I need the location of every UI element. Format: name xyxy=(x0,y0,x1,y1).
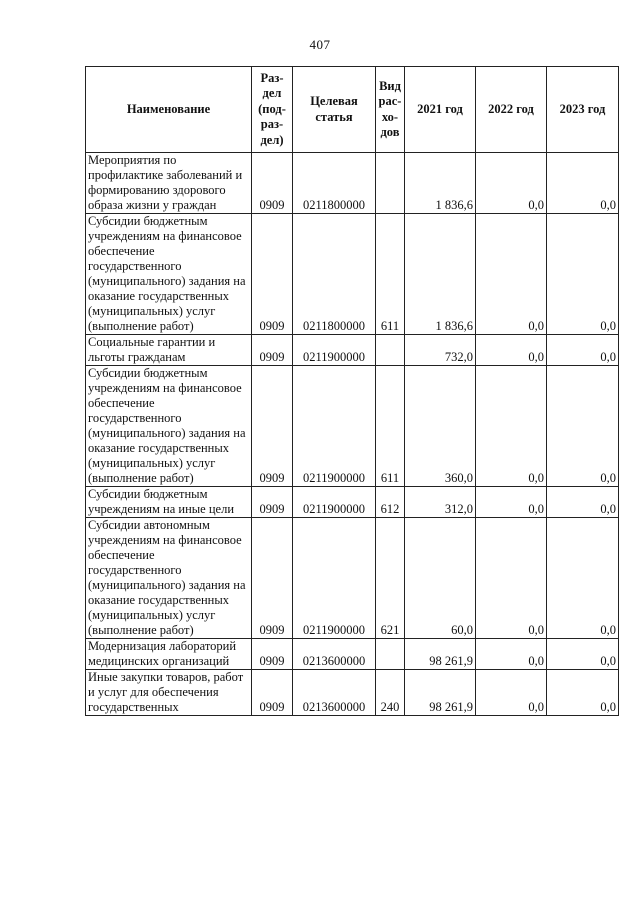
cell-name: Иные закупки товаров, работ и услуг для обеспечения государственных xyxy=(86,670,252,716)
cell-section: 0909 xyxy=(252,670,293,716)
cell-section: 0909 xyxy=(252,153,293,214)
cell-y2023: 0,0 xyxy=(547,335,619,366)
cell-y2022: 0,0 xyxy=(476,153,547,214)
table-row xyxy=(86,366,619,487)
cell-section: 0909 xyxy=(252,487,293,518)
cell-target: 0213600000 xyxy=(293,670,376,716)
cell-target: 0211900000 xyxy=(293,487,376,518)
cell-y2022: 0,0 xyxy=(476,366,547,487)
page-number: 407 xyxy=(309,37,331,52)
cell-name: Субсидии бюджетным учреждениям на финансовое обеспечение государственного (муниципального) задания на оказание государственных (муниципальных) услуг (выполнение работ) xyxy=(86,214,252,335)
cell-y2023: 0,0 xyxy=(547,639,619,670)
table-row xyxy=(86,518,619,639)
cell-y2021: 732,0 xyxy=(405,335,476,366)
cell-y2022: 0,0 xyxy=(476,214,547,335)
table-row xyxy=(86,335,619,366)
table-row xyxy=(86,214,619,335)
header-section: Раз- дел (под- раз- дел) xyxy=(252,67,293,153)
cell-y2023: 0,0 xyxy=(547,366,619,487)
cell-kind: 240 xyxy=(376,670,405,716)
cell-kind xyxy=(376,639,405,670)
header-kind: Вид рас- хо- дов xyxy=(376,67,405,153)
cell-y2021: 60,0 xyxy=(405,518,476,639)
cell-y2022: 0,0 xyxy=(476,639,547,670)
cell-kind xyxy=(376,153,405,214)
cell-section: 0909 xyxy=(252,214,293,335)
budget-table xyxy=(85,66,619,716)
cell-y2023: 0,0 xyxy=(547,487,619,518)
table-body xyxy=(86,153,619,716)
header-row xyxy=(86,67,619,153)
cell-y2022: 0,0 xyxy=(476,518,547,639)
cell-y2021: 312,0 xyxy=(405,487,476,518)
cell-kind: 611 xyxy=(376,366,405,487)
header-2022: 2022 год xyxy=(476,67,547,153)
table-row xyxy=(86,670,619,716)
header-2021: 2021 год xyxy=(405,67,476,153)
table-row xyxy=(86,153,619,214)
cell-y2022: 0,0 xyxy=(476,670,547,716)
cell-name: Субсидии автономным учреждениям на финансовое обеспечение государственного (муниципального) задания на оказание государственных (муниципальных) услуг (выполнение работ) xyxy=(86,518,252,639)
cell-section: 0909 xyxy=(252,335,293,366)
cell-target: 0211900000 xyxy=(293,366,376,487)
cell-name: Субсидии бюджетным учреждениям на иные цели xyxy=(86,487,252,518)
cell-kind xyxy=(376,335,405,366)
header-2023: 2023 год xyxy=(547,67,619,153)
cell-target: 0211900000 xyxy=(293,518,376,639)
header-name: Наименование xyxy=(86,67,252,153)
cell-y2021: 360,0 xyxy=(405,366,476,487)
cell-section: 0909 xyxy=(252,366,293,487)
cell-y2021: 98 261,9 xyxy=(405,670,476,716)
cell-y2021: 98 261,9 xyxy=(405,639,476,670)
cell-target: 0211800000 xyxy=(293,214,376,335)
cell-target: 0211900000 xyxy=(293,335,376,366)
cell-section: 0909 xyxy=(252,639,293,670)
header-target: Целевая статья xyxy=(293,67,376,153)
cell-name: Субсидии бюджетным учреждениям на финансовое обеспечение государственного (муниципального) задания на оказание государственных (муниципальных) услуг (выполнение работ) xyxy=(86,366,252,487)
cell-name: Мероприятия по профилактике заболеваний и формированию здорового образа жизни у граждан xyxy=(86,153,252,214)
cell-target: 0211800000 xyxy=(293,153,376,214)
cell-target: 0213600000 xyxy=(293,639,376,670)
cell-y2021: 1 836,6 xyxy=(405,214,476,335)
cell-y2023: 0,0 xyxy=(547,214,619,335)
cell-kind: 611 xyxy=(376,214,405,335)
cell-section: 0909 xyxy=(252,518,293,639)
cell-y2023: 0,0 xyxy=(547,153,619,214)
cell-y2021: 1 836,6 xyxy=(405,153,476,214)
cell-y2023: 0,0 xyxy=(547,670,619,716)
cell-kind: 612 xyxy=(376,487,405,518)
cell-y2023: 0,0 xyxy=(547,518,619,639)
table-row xyxy=(86,639,619,670)
cell-kind: 621 xyxy=(376,518,405,639)
cell-name: Социальные гарантии и льготы гражданам xyxy=(86,335,252,366)
cell-y2022: 0,0 xyxy=(476,487,547,518)
cell-name: Модернизация лабораторий медицинских организаций xyxy=(86,639,252,670)
cell-y2022: 0,0 xyxy=(476,335,547,366)
table-row xyxy=(86,487,619,518)
